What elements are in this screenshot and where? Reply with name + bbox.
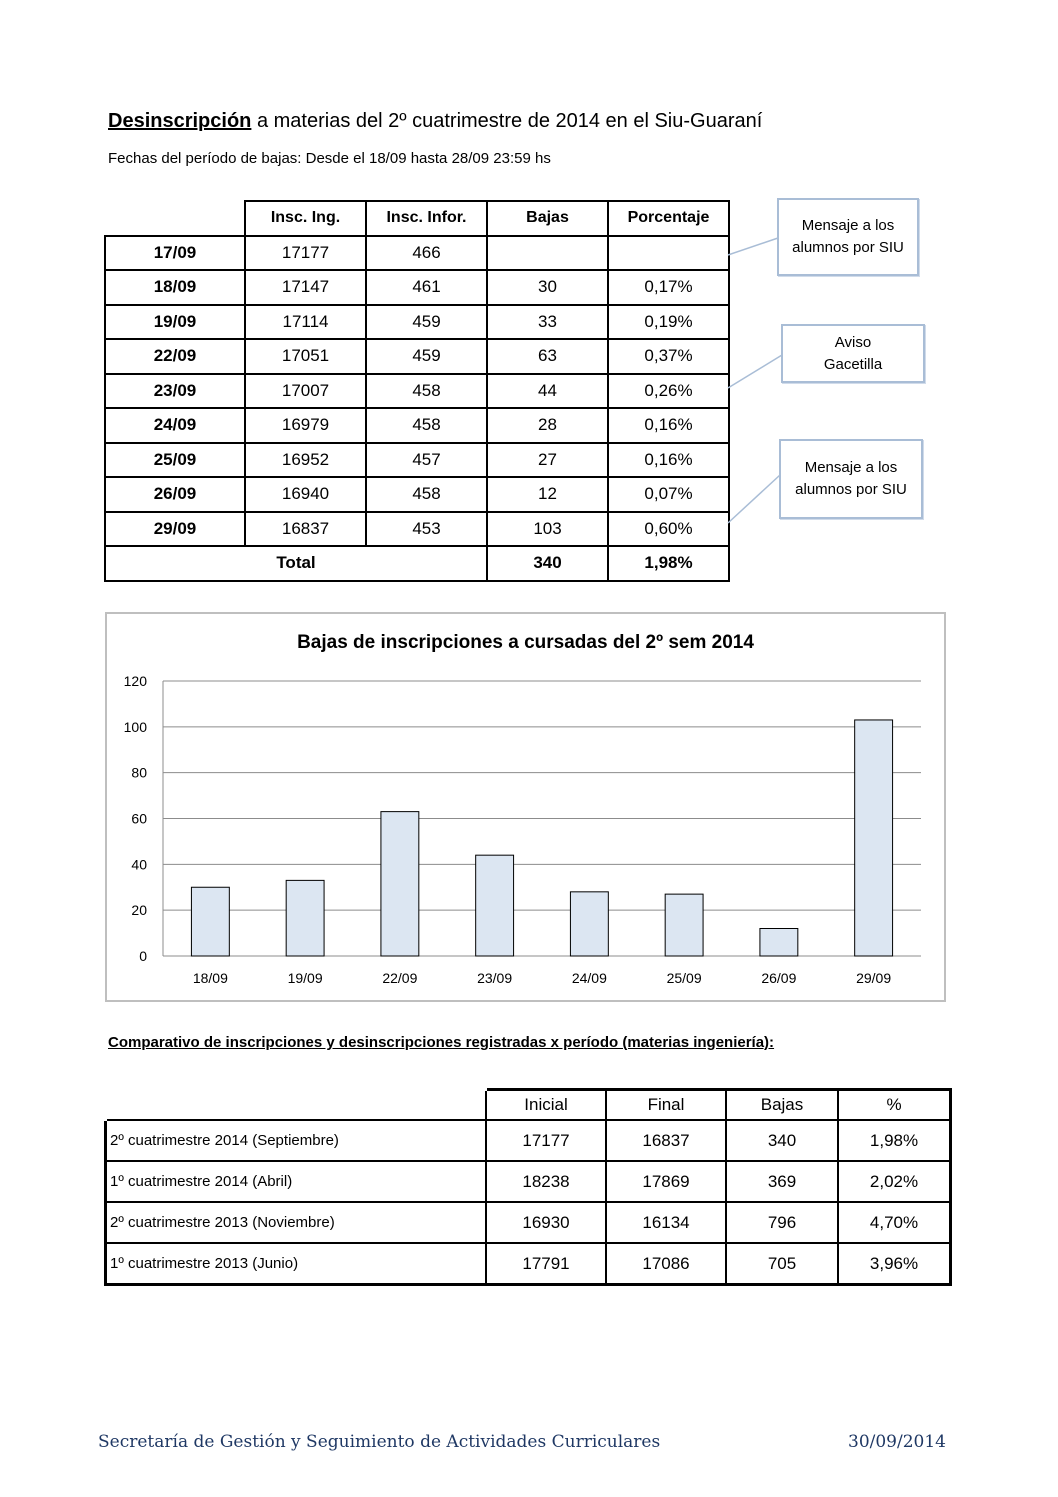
y-tick-label: 20 <box>131 902 147 919</box>
bar <box>665 894 703 956</box>
table-row <box>105 236 729 271</box>
chart-plot <box>107 614 944 1000</box>
row-bajas: 369 <box>726 1161 838 1202</box>
header-insc-ing: Insc. Ing. <box>245 201 366 236</box>
y-tick-label: 0 <box>139 948 147 964</box>
row-inicial: 17791 <box>486 1243 606 1285</box>
table-row <box>105 512 729 547</box>
table-row <box>106 1202 951 1243</box>
row-date: 24/09 <box>105 408 245 443</box>
row-date: 26/09 <box>105 477 245 512</box>
row-date: 17/09 <box>105 236 245 271</box>
table-row <box>106 1120 951 1161</box>
table-row <box>105 443 729 478</box>
row-bajas: 103 <box>487 512 608 547</box>
bar <box>191 887 229 956</box>
title-rest: a materias del 2º cuatrimestre de 2014 en el Siu-Guaraní <box>251 110 763 132</box>
table-row <box>105 270 729 305</box>
callout-siu-message-2 <box>779 439 923 519</box>
row-insc-infor: 458 <box>366 408 487 443</box>
bar <box>855 720 893 956</box>
callout-aviso-gacetilla <box>781 324 925 383</box>
chart-title: Bajas de inscripciones a cursadas del 2º sem 2014 <box>297 632 754 653</box>
y-tick-label: 100 <box>123 718 147 735</box>
period-label: 2º cuatrimestre 2013 (Noviembre) <box>106 1202 487 1243</box>
row-pct: 0,16% <box>608 408 729 443</box>
bar <box>381 812 419 956</box>
row-date: 23/09 <box>105 374 245 409</box>
row-insc-infor: 461 <box>366 270 487 305</box>
row-pct: 0,17% <box>608 270 729 305</box>
row-inicial: 16930 <box>486 1202 606 1243</box>
table-header-row <box>105 201 729 236</box>
row-pct: 4,70% <box>838 1202 951 1243</box>
row-insc-ing: 17147 <box>245 270 366 305</box>
callout-text: Mensaje a los alumnos por SIU <box>792 217 904 256</box>
header-insc-infor: Insc. Infor. <box>366 201 487 236</box>
row-insc-infor: 459 <box>366 339 487 374</box>
row-insc-infor: 453 <box>366 512 487 547</box>
row-date: 22/09 <box>105 339 245 374</box>
row-insc-ing: 17177 <box>245 236 366 271</box>
table-row <box>106 1161 951 1202</box>
table-row <box>105 305 729 340</box>
header-blank <box>105 201 245 236</box>
row-inicial: 17177 <box>486 1120 606 1161</box>
header-porcentaje: Porcentaje <box>608 201 729 236</box>
x-tick-label: 24/09 <box>571 970 607 986</box>
row-insc-ing: 17051 <box>245 339 366 374</box>
footer-department: Secretaría de Gestión y Seguimiento de Actividades Curriculares <box>98 1432 661 1452</box>
row-insc-ing: 16979 <box>245 408 366 443</box>
row-insc-ing: 17114 <box>245 305 366 340</box>
comparison-title: Comparativo de inscripciones y desinscripciones registradas x período (materias ingeniería): <box>108 1034 775 1051</box>
row-bajas <box>487 236 608 271</box>
table-row <box>106 1243 951 1285</box>
row-pct: 0,26% <box>608 374 729 409</box>
row-pct: 0,16% <box>608 443 729 478</box>
row-insc-infor: 459 <box>366 305 487 340</box>
row-final: 16837 <box>606 1120 726 1161</box>
page-title <box>108 110 762 133</box>
y-tick-label: 120 <box>123 673 147 689</box>
row-bajas: 44 <box>487 374 608 409</box>
row-insc-ing: 17007 <box>245 374 366 409</box>
row-date: 18/09 <box>105 270 245 305</box>
row-pct <box>608 236 729 271</box>
row-insc-infor: 458 <box>366 477 487 512</box>
row-bajas: 796 <box>726 1202 838 1243</box>
row-bajas: 27 <box>487 443 608 478</box>
row-insc-ing: 16940 <box>245 477 366 512</box>
row-pct: 3,96% <box>838 1243 951 1285</box>
total-pct: 1,98% <box>608 546 729 581</box>
y-tick-label: 60 <box>131 810 147 827</box>
header-pct: % <box>838 1090 951 1121</box>
row-pct: 0,07% <box>608 477 729 512</box>
bar <box>476 855 514 956</box>
period-label: 2º cuatrimestre 2014 (Septiembre) <box>106 1120 487 1161</box>
y-tick-label: 80 <box>131 764 147 781</box>
row-pct: 1,98% <box>838 1120 951 1161</box>
header-blank <box>106 1090 487 1121</box>
row-bajas: 705 <box>726 1243 838 1285</box>
header-bajas: Bajas <box>726 1090 838 1121</box>
title-keyword: Desinscripción <box>108 110 252 132</box>
x-tick-label: 18/09 <box>192 970 228 986</box>
x-tick-label: 22/09 <box>382 970 418 986</box>
row-bajas: 30 <box>487 270 608 305</box>
row-date: 19/09 <box>105 305 245 340</box>
row-insc-ing: 16837 <box>245 512 366 547</box>
bajas-chart <box>105 612 946 1002</box>
row-final: 17869 <box>606 1161 726 1202</box>
row-bajas: 12 <box>487 477 608 512</box>
period-label: 1º cuatrimestre 2014 (Abril) <box>106 1161 487 1202</box>
x-tick-label: 23/09 <box>477 970 513 986</box>
total-label: Total <box>105 546 487 581</box>
row-bajas: 63 <box>487 339 608 374</box>
period-label: 1º cuatrimestre 2013 (Junio) <box>106 1243 487 1285</box>
row-pct: 2,02% <box>838 1161 951 1202</box>
header-inicial: Inicial <box>486 1090 606 1121</box>
header-bajas: Bajas <box>487 201 608 236</box>
x-tick-label: 19/09 <box>287 970 323 986</box>
x-tick-label: 29/09 <box>856 970 892 986</box>
table-row <box>105 339 729 374</box>
row-insc-ing: 16952 <box>245 443 366 478</box>
row-insc-infor: 458 <box>366 374 487 409</box>
total-bajas: 340 <box>487 546 608 581</box>
table-header-row <box>106 1090 951 1121</box>
header-final: Final <box>606 1090 726 1121</box>
table-row <box>105 477 729 512</box>
row-pct: 0,19% <box>608 305 729 340</box>
total-row <box>105 546 729 581</box>
row-bajas: 33 <box>487 305 608 340</box>
bar <box>760 929 798 957</box>
row-date: 25/09 <box>105 443 245 478</box>
enrollment-table <box>104 200 730 582</box>
row-date: 29/09 <box>105 512 245 547</box>
table-row <box>105 408 729 443</box>
row-inicial: 18238 <box>486 1161 606 1202</box>
row-final: 17086 <box>606 1243 726 1285</box>
row-pct: 0,60% <box>608 512 729 547</box>
y-tick-label: 40 <box>131 856 147 873</box>
row-insc-infor: 466 <box>366 236 487 271</box>
footer-date: 30/09/2014 <box>848 1432 946 1452</box>
period-subtitle: Fechas del período de bajas: Desde el 18/09 hasta 28/09 23:59 hs <box>108 150 551 167</box>
comparison-table <box>104 1088 952 1286</box>
row-bajas: 340 <box>726 1120 838 1161</box>
x-tick-label: 26/09 <box>761 970 797 986</box>
row-insc-infor: 457 <box>366 443 487 478</box>
row-bajas: 28 <box>487 408 608 443</box>
row-final: 16134 <box>606 1202 726 1243</box>
callout-text: Mensaje a los alumnos por SIU <box>795 459 907 498</box>
bar <box>286 880 324 956</box>
bar <box>570 892 608 956</box>
callout-siu-message <box>777 198 919 276</box>
table-row <box>105 374 729 409</box>
row-pct: 0,37% <box>608 339 729 374</box>
x-tick-label: 25/09 <box>666 970 702 986</box>
callout-text: Aviso Gacetilla <box>823 333 883 373</box>
